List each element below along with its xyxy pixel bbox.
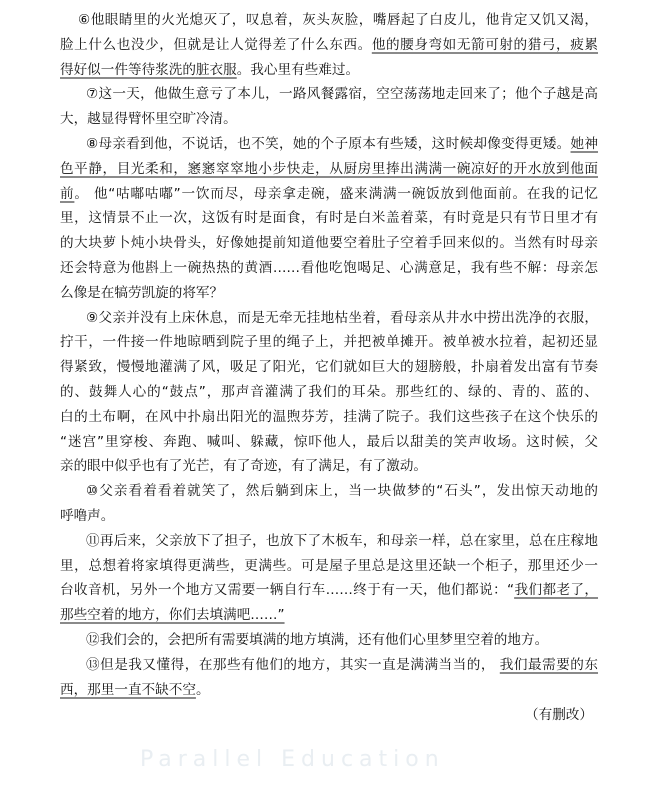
text-segment: 的大块萝卜炖小块骨头，好像她提前知道他要空着肚子空着手回来似的。当然有时母亲	[60, 235, 598, 252]
text-segment: ⑧母亲看到他，不说话，也不笑，她的个子原本有些矮，这时候却像变得更矮。	[86, 135, 571, 152]
text-line	[60, 678, 598, 703]
text-line	[60, 603, 598, 628]
underlined-text: 色平静，目光柔和，窸窸窣窣地小步快走，从厨房里捧出满满一碗凉好的开水放到他面	[60, 160, 598, 177]
source-note: （有删改）	[525, 707, 593, 723]
text-segment: 白的土布啊，在风中扑扇出阳光的温煦芬芳，挂满了院子。我们这些孩子在这个快乐的	[60, 408, 598, 425]
text-segment: 亲的眼中似乎也有了光芒，有了奇迹，有了满足，有了激动。	[60, 458, 428, 475]
text-segment: 大，越显得臂怀里空旷冷清。	[60, 111, 237, 128]
underlined-text: 我们都老了，	[514, 582, 599, 599]
article-body	[60, 8, 598, 702]
text-segment: ⑦这一天，他做生意亏了本儿，一路风餐露宿，空空荡荡地走回来了；他个子越是高	[86, 86, 598, 103]
text-segment: 。 他“咕嘟咕嘟”一饮而尽，母亲拿走碗，盛来满满一碗饭放到他面前。在我的记忆	[74, 185, 598, 202]
underlined-text: 他的腰身弯如无箭可射的猎弓，疲累	[371, 36, 599, 53]
text-line	[60, 504, 598, 529]
text-segment: 还会特意为他斟上一碗热热的黄酒……看他吃饱喝足、心满意足，我有些不解：母亲怎	[60, 259, 598, 276]
watermark: Parallel Education	[140, 747, 445, 772]
text-segment: ⑬但是我又懂得，在那些有他们的地方，其实一直是满满当当的，	[86, 656, 500, 673]
underlined-text: 她神	[570, 135, 599, 152]
underlined-text: 前	[60, 185, 75, 202]
paragraph-p11	[60, 529, 598, 628]
paragraph-p8	[60, 132, 598, 306]
text-segment: 台收音机，另外一个地方又需要一辆自行车……终于有一天，他们都说：“	[60, 582, 515, 599]
text-segment: 呼噜声。	[60, 507, 115, 524]
text-line	[60, 58, 598, 83]
paragraph-p10	[60, 479, 598, 529]
underlined-text: 我们最需要的东	[499, 656, 599, 673]
text-line	[60, 554, 598, 579]
paragraph-p9	[60, 306, 598, 480]
text-line	[60, 330, 598, 355]
text-segment: ⑨父亲并没有上床休息，而是无牵无挂地枯坐着，看母亲从井水中捞出洗净的衣服，	[86, 309, 598, 326]
text-segment: 脸上什么也没少，但就是让人觉得差了什么东西。	[60, 36, 372, 53]
paragraph-p6	[60, 8, 598, 82]
text-line	[60, 454, 598, 479]
text-segment: 拧干，一件接一件地晾晒到院子里的绳子上，并把被单摊开。被单被水拉着，起初还显	[60, 334, 598, 351]
text-segment: 得紧致，慢慢地灌满了风，吸足了阳光，它们就如巨大的翅膀般，扑扇着发出富有节奏	[60, 359, 598, 376]
text-line	[60, 82, 598, 107]
text-segment: 里，总想着将家填得更满些，更满些。可是屋子里总是这里还缺一个柜子，那里还少一	[60, 557, 598, 574]
text-segment: ⑥他眼睛里的火光熄灭了，叹息着，灰头灰脸，嘴唇起了白皮儿，他肯定又饥又渴，	[78, 12, 598, 28]
text-segment: 的、鼓舞人心的“鼓点”，那声音灌满了我们的耳朵。那些红的、绿的、青的、蓝的、	[60, 383, 598, 400]
text-line	[60, 380, 598, 405]
text-segment: ⑩父亲看着看着就笑了，然后躺到床上，当一块做梦的“石头”，发出惊天动地的	[86, 483, 598, 500]
paragraph-p12	[60, 628, 598, 653]
text-line	[60, 182, 598, 207]
text-line	[60, 256, 598, 281]
text-segment: 么像是在犒劳凯旋的将军？	[60, 284, 224, 301]
text-segment: 。我心里有些难过。	[236, 61, 360, 78]
underlined-text: 得好似一件等待浆洗的脏衣服	[60, 61, 237, 78]
text-line	[60, 529, 598, 554]
text-segment: “迷宫”里穿梭、奔跑、喊叫、躲藏，惊吓他人，最后以甜美的笑声收场。这时候，父	[60, 433, 598, 450]
text-line	[60, 206, 598, 231]
underlined-text: 那些空着的地方，你们去填满吧……”	[60, 607, 285, 624]
text-segment: ⑪再后来，父亲放下了担子，也放下了木板车，和母亲一样，总在家里，总在庄稼地	[86, 532, 598, 549]
text-line	[60, 306, 598, 331]
text-line	[60, 8, 598, 33]
text-line	[60, 157, 598, 182]
text-line	[60, 479, 598, 504]
paragraph-p7	[60, 82, 598, 132]
text-line	[60, 355, 598, 380]
text-line	[60, 33, 598, 58]
text-line	[60, 653, 598, 678]
paragraph-p13	[60, 653, 598, 703]
text-line	[60, 132, 598, 157]
text-line	[60, 578, 598, 603]
text-segment: ⑫我们会的，会把所有需要填满的地方填满，还有他们心里梦里空着的地方。	[86, 631, 549, 648]
text-line	[60, 628, 598, 653]
text-line	[60, 430, 598, 455]
text-line	[60, 405, 598, 430]
text-segment: 里，这情景不止一次，这饭有时是面食，有时是白米盖着菜，有时竟是只有节日里才有	[60, 210, 598, 227]
underlined-text: 西，那里一直不缺不空	[60, 681, 196, 698]
text-line	[60, 231, 598, 256]
text-segment: 。	[195, 681, 210, 698]
text-line	[60, 107, 598, 132]
text-line	[60, 281, 598, 306]
